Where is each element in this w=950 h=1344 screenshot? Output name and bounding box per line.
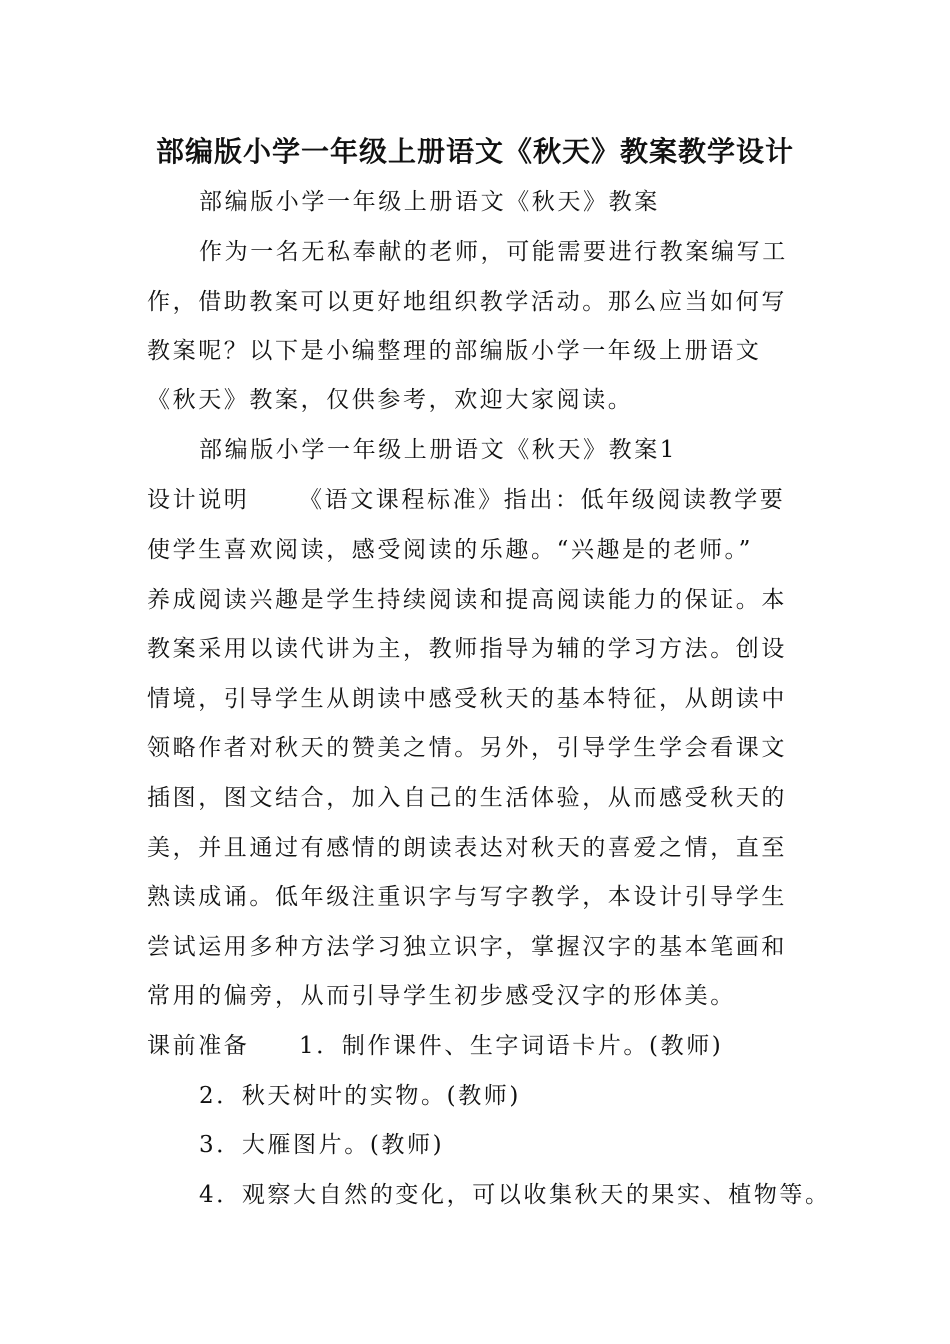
section-heading: 部编版小学一年级上册语文《秋天》教案1 xyxy=(199,437,678,463)
design-line-7: 插图，图文结合，加入自己的生活体验，从而感受秋天的 xyxy=(147,785,787,811)
intro-line-2: 作，借助教案可以更好地组织教学活动。那么应当如何写 xyxy=(147,289,787,315)
design-line-4: 教案采用以读代讲为主，教师指导为辅的学习方法。创设 xyxy=(147,636,787,662)
prep-line-4: 4．观察大自然的变化，可以收集秋天的果实、植物等。 xyxy=(199,1182,831,1208)
design-line-10: 尝试运用多种方法学习独立识字，掌握汉字的基本笔画和 xyxy=(147,934,787,960)
design-text-1: 《语文课程标准》指出：低年级阅读教学要 xyxy=(299,487,786,513)
design-line-11: 常用的偏旁，从而引导学生初步感受汉字的形体美。 xyxy=(147,983,736,1009)
intro-line-3: 教案呢？以下是小编整理的部编版小学一年级上册语文 xyxy=(147,338,762,364)
prep-line-3: 3．大雁图片。(教师) xyxy=(199,1132,445,1158)
prep-line-2: 2．秋天树叶的实物。(教师) xyxy=(199,1083,521,1109)
intro-line-4: 《秋天》教案，仅供参考，欢迎大家阅读。 xyxy=(147,387,634,413)
design-line-9: 熟读成诵。低年级注重识字与写字教学，本设计引导学生 xyxy=(147,884,787,910)
subtitle: 部编版小学一年级上册语文《秋天》教案 xyxy=(199,189,660,215)
prep-text-1: 1．制作课件、生字词语卡片。(教师) xyxy=(299,1033,724,1059)
design-line-2: 使学生喜欢阅读，感受阅读的乐趣。“兴趣是的老师。” xyxy=(147,537,754,563)
design-label: 设计说明 xyxy=(147,487,250,513)
page-title: 部编版小学一年级上册语文《秋天》教案教学设计 xyxy=(155,135,794,168)
design-line-6: 领略作者对秋天的赞美之情。另外，引导学生学会看课文 xyxy=(147,735,787,761)
prep-line-1 xyxy=(147,1021,723,1071)
design-line-1 xyxy=(147,475,785,525)
prep-label: 课前准备 xyxy=(147,1033,250,1059)
design-line-5: 情境，引导学生从朗读中感受秋天的基本特征，从朗读中 xyxy=(147,686,787,712)
design-line-8: 美，并且通过有感情的朗读表达对秋天的喜爱之情，直至 xyxy=(147,835,787,861)
intro-line-1: 作为一名无私奉献的老师，可能需要进行教案编写工 xyxy=(199,239,788,265)
design-line-3: 养成阅读兴趣是学生持续阅读和提高阅读能力的保证。本 xyxy=(147,587,787,613)
